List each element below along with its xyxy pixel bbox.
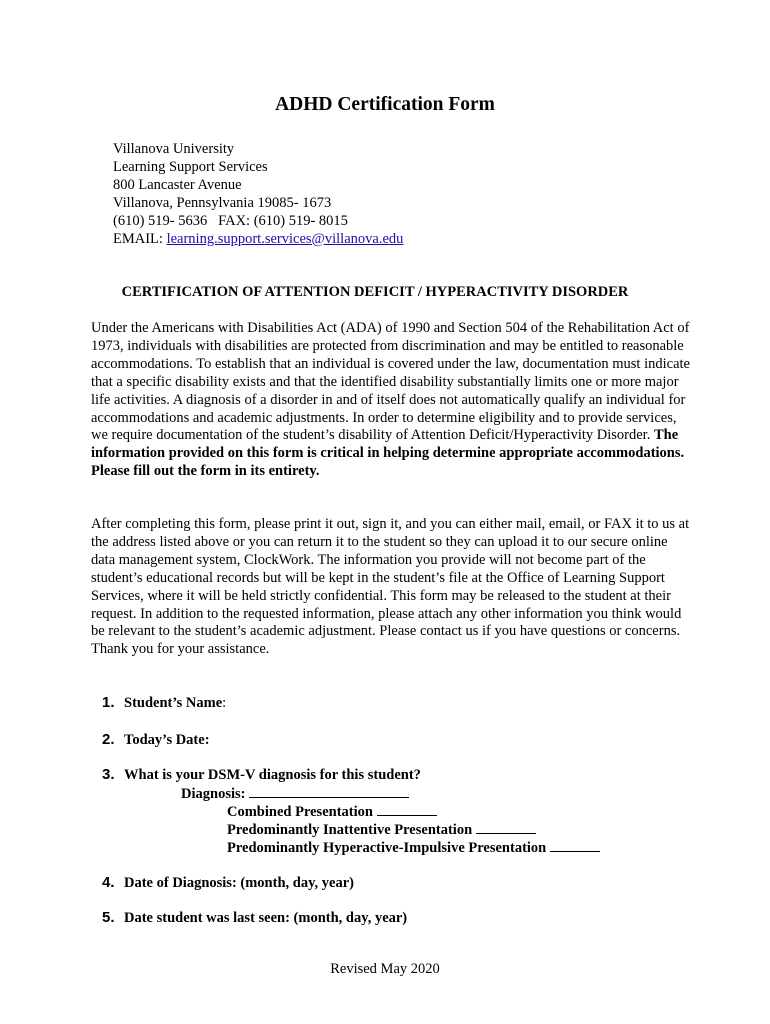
question-text: Date student was last seen: (month, day, year) [124,910,408,926]
intro-paragraph-bold-text: The information provided on this form is critical in helping determine appropriate accommodations. Please fill out the form in its entirety. [91,427,685,480]
diagnosis-option-inattentive [227,821,536,839]
address-line-city: Villanova, Pennsylvania 19085- 1673 [113,194,332,211]
email-link[interactable]: learning.support.services@villanova.edu [166,230,404,247]
question-text: Today’s Date: [124,732,210,748]
address-line-phone-fax: (610) 519- 5636 FAX: (610) 519- 8015 [113,212,348,229]
intro-paragraph-text: Under the Americans with Disabilities Act (ADA) of 1990 and Section 504 of the Rehabilitation Act of 1973, individuals with disabilities are protected from discrimination and may be entitled to reasonable accommodations. To establish that an individual is covered under the law, documentation must indicate that a specific disability exists and that the identified disability substantially limits one or more major life activities. A diagnosis of a disorder in and of itself does not automatically qualify an individual for accommodations and academic adjustments. In order to determine eligibility and to provide services, we require documentation of the student’s disability of Attention Deficit/Hyperactivity Disorder. [91,320,690,444]
diagnosis-option-combined [227,803,437,821]
diagnosis-label: Diagnosis: [181,786,246,802]
revision-footer: Revised May 2020 [330,961,440,977]
question-number: 5. [102,909,115,926]
question-3 [102,766,421,784]
page-title: ADHD Certification Form [275,94,495,115]
address-line-street: 800 Lancaster Avenue [113,176,242,193]
email-label: EMAIL: [113,230,167,247]
question-5 [102,909,407,927]
instructions-paragraph: After completing this form, please print it out, sign it, and you can either mail, email, or FAX it to us at the address listed above or you can return it to the student so they can upload it to our secure online data management system, ClockWork. The information you provide will not become part of the student’s educational records but will be kept in the student’s file at the Office of Learning Support Services, where it will be held strictly confidential. This form may be released to the student at their request. In addition to the requested information, please attach any other information you think would be relevant to the student’s academic adjustment. Please contact us if you have questions or concerns. Thank you for your assistance. [91,516,690,658]
question-number: 3. [102,766,115,783]
section-heading: CERTIFICATION OF ATTENTION DEFICIT / HYPERACTIVITY DISORDER [121,284,629,300]
diagnosis-field [181,785,409,803]
diagnosis-option-label: Predominantly Hyperactive-Impulsive Presentation [227,840,547,856]
diagnosis-option-label: Predominantly Inattentive Presentation [227,822,473,838]
question-text: What is your DSM-V diagnosis for this student? [124,767,421,783]
contact-address-block [113,141,403,248]
diagnosis-option-blank[interactable] [377,803,437,816]
diagnosis-option-blank[interactable] [476,821,536,834]
address-line-department: Learning Support Services [113,158,268,175]
question-2 [102,731,210,749]
diagnosis-option-label: Combined Presentation [227,804,373,820]
diagnosis-option-blank[interactable] [550,839,600,852]
question-number: 1. [102,694,115,711]
address-line-email [113,231,403,249]
question-number: 4. [102,874,115,891]
question-number: 2. [102,731,115,748]
diagnosis-blank-line[interactable] [249,785,409,798]
intro-paragraph [91,320,691,481]
address-line-university: Villanova University [113,141,235,157]
question-4 [102,874,354,892]
question-text: Date of Diagnosis: (month, day, year) [124,875,354,891]
question-1 [102,694,226,712]
question-colon: : [222,695,227,711]
diagnosis-option-hyperactive [227,839,600,857]
question-text: Student’s Name [124,695,223,711]
